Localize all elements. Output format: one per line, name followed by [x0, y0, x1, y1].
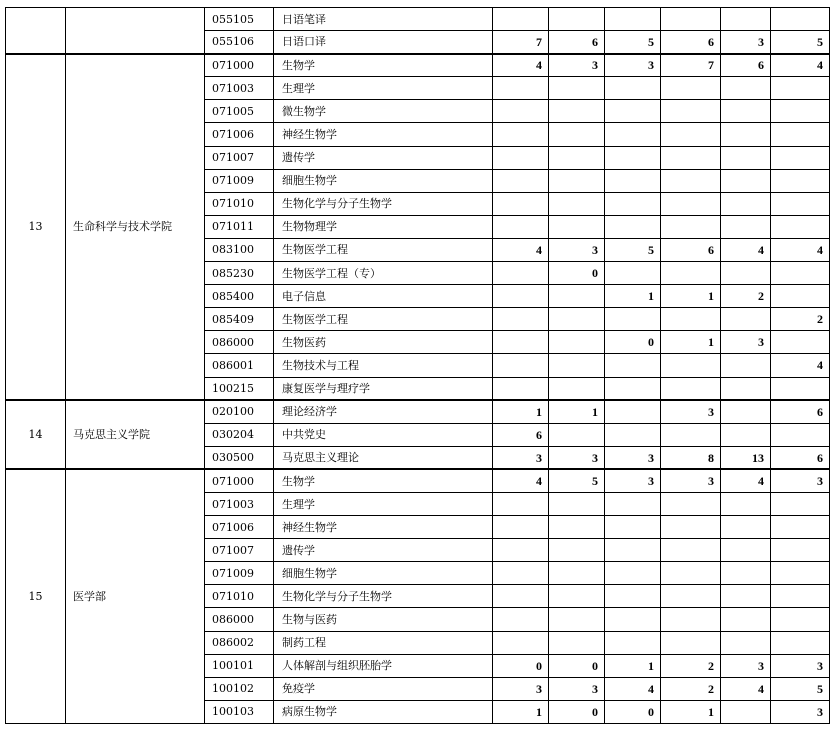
count-cell: 6	[661, 238, 721, 261]
count-cell	[661, 354, 721, 377]
major-code-cell: 085230	[205, 262, 274, 285]
count-cell	[661, 146, 721, 169]
count-cell	[493, 123, 549, 146]
count-cell	[721, 539, 771, 562]
major-name-cell: 日语口译	[274, 31, 493, 54]
count-cell	[661, 516, 721, 539]
count-cell	[605, 354, 661, 377]
major-name-cell: 神经生物学	[274, 516, 493, 539]
major-name-cell: 生物化学与分子生物学	[274, 585, 493, 608]
major-name-cell: 细胞生物学	[274, 562, 493, 585]
count-cell	[549, 123, 605, 146]
count-cell	[549, 192, 605, 215]
major-code-cell: 071010	[205, 192, 274, 215]
count-cell	[661, 100, 721, 123]
major-name-cell: 生理学	[274, 77, 493, 100]
major-code-cell: 085409	[205, 308, 274, 331]
major-code-cell: 030500	[205, 446, 274, 469]
count-cell: 2	[661, 654, 721, 677]
count-cell	[493, 377, 549, 400]
major-name-cell: 人体解剖与组织胚胎学	[274, 654, 493, 677]
count-cell	[493, 8, 549, 31]
count-cell	[771, 539, 830, 562]
table-row	[6, 400, 830, 423]
major-code-cell: 071011	[205, 215, 274, 238]
count-cell: 3	[721, 331, 771, 354]
count-cell	[605, 262, 661, 285]
count-cell	[605, 539, 661, 562]
major-name-cell: 遗传学	[274, 146, 493, 169]
count-cell	[721, 423, 771, 446]
count-cell: 4	[721, 677, 771, 700]
count-cell: 0	[605, 700, 661, 723]
major-name-cell: 病原生物学	[274, 700, 493, 723]
count-cell: 6	[493, 423, 549, 446]
major-code-cell: 071010	[205, 585, 274, 608]
count-cell	[721, 123, 771, 146]
count-cell	[493, 631, 549, 654]
count-cell	[661, 215, 721, 238]
count-cell	[771, 492, 830, 515]
count-cell: 3	[493, 677, 549, 700]
count-cell: 0	[605, 331, 661, 354]
major-code-cell: 071009	[205, 169, 274, 192]
count-cell	[605, 631, 661, 654]
count-cell: 7	[493, 31, 549, 54]
count-cell	[771, 169, 830, 192]
count-cell	[605, 77, 661, 100]
count-cell	[493, 77, 549, 100]
count-cell	[549, 77, 605, 100]
count-cell	[605, 608, 661, 631]
count-cell: 5	[605, 238, 661, 261]
count-cell	[661, 585, 721, 608]
count-cell	[721, 377, 771, 400]
count-cell	[771, 608, 830, 631]
count-cell	[605, 215, 661, 238]
count-cell	[721, 354, 771, 377]
major-name-cell: 遗传学	[274, 539, 493, 562]
count-cell	[605, 377, 661, 400]
count-cell	[493, 308, 549, 331]
count-cell	[721, 192, 771, 215]
major-code-cell: 086000	[205, 331, 274, 354]
count-cell: 6	[771, 446, 830, 469]
count-cell: 0	[493, 654, 549, 677]
count-cell: 3	[605, 446, 661, 469]
count-cell: 3	[771, 700, 830, 723]
count-cell: 3	[661, 469, 721, 492]
count-cell	[605, 308, 661, 331]
count-cell	[771, 77, 830, 100]
major-code-cell: 085400	[205, 285, 274, 308]
major-name-cell: 电子信息	[274, 285, 493, 308]
count-cell	[605, 585, 661, 608]
count-cell	[605, 169, 661, 192]
count-cell	[661, 169, 721, 192]
count-cell	[661, 631, 721, 654]
count-cell	[549, 423, 605, 446]
major-code-cell: 086000	[205, 608, 274, 631]
enrollment-table	[5, 7, 830, 724]
count-cell	[721, 169, 771, 192]
major-code-cell: 071000	[205, 54, 274, 77]
count-cell: 5	[771, 31, 830, 54]
count-cell: 1	[605, 285, 661, 308]
table-row	[6, 469, 830, 492]
count-cell	[721, 516, 771, 539]
count-cell	[549, 354, 605, 377]
major-name-cell: 神经生物学	[274, 123, 493, 146]
major-name-cell: 生物与医药	[274, 608, 493, 631]
count-cell: 3	[771, 654, 830, 677]
count-cell	[493, 215, 549, 238]
major-code-cell: 071006	[205, 516, 274, 539]
table-row	[6, 8, 830, 31]
major-code-cell: 055106	[205, 31, 274, 54]
major-code-cell: 071007	[205, 146, 274, 169]
major-name-cell: 生理学	[274, 492, 493, 515]
count-cell	[721, 631, 771, 654]
count-cell: 4	[493, 54, 549, 77]
major-code-cell: 100215	[205, 377, 274, 400]
count-cell	[661, 423, 721, 446]
count-cell: 2	[771, 308, 830, 331]
count-cell: 4	[721, 238, 771, 261]
count-cell	[771, 377, 830, 400]
major-name-cell: 生物学	[274, 469, 493, 492]
count-cell	[549, 215, 605, 238]
count-cell	[661, 77, 721, 100]
college-name-cell: 生命科学与技术学院	[66, 54, 205, 400]
count-cell: 3	[549, 54, 605, 77]
count-cell: 1	[661, 700, 721, 723]
table-row	[6, 54, 830, 77]
count-cell	[661, 539, 721, 562]
count-cell	[549, 169, 605, 192]
count-cell	[605, 562, 661, 585]
count-cell: 1	[493, 700, 549, 723]
count-cell: 4	[493, 469, 549, 492]
count-cell: 4	[771, 54, 830, 77]
major-name-cell: 生物化学与分子生物学	[274, 192, 493, 215]
count-cell	[721, 700, 771, 723]
major-name-cell: 生物医学工程（专）	[274, 262, 493, 285]
section-number-cell	[6, 8, 66, 54]
count-cell	[771, 423, 830, 446]
count-cell	[549, 100, 605, 123]
count-cell	[493, 608, 549, 631]
count-cell	[771, 192, 830, 215]
count-cell	[493, 492, 549, 515]
count-cell: 6	[549, 31, 605, 54]
major-name-cell: 生物学	[274, 54, 493, 77]
count-cell	[493, 169, 549, 192]
count-cell	[605, 400, 661, 423]
major-code-cell: 071005	[205, 100, 274, 123]
count-cell	[721, 262, 771, 285]
count-cell	[549, 585, 605, 608]
count-cell	[771, 100, 830, 123]
major-code-cell: 071000	[205, 469, 274, 492]
count-cell	[549, 539, 605, 562]
major-name-cell: 康复医学与理疗学	[274, 377, 493, 400]
count-cell: 3	[661, 400, 721, 423]
major-name-cell: 细胞生物学	[274, 169, 493, 192]
major-code-cell: 071007	[205, 539, 274, 562]
count-cell	[549, 631, 605, 654]
count-cell	[771, 146, 830, 169]
count-cell	[661, 262, 721, 285]
major-code-cell: 020100	[205, 400, 274, 423]
count-cell	[605, 423, 661, 446]
count-cell: 4	[605, 677, 661, 700]
count-cell	[721, 585, 771, 608]
count-cell	[721, 146, 771, 169]
count-cell	[549, 492, 605, 515]
count-cell: 1	[605, 654, 661, 677]
count-cell	[549, 308, 605, 331]
count-cell: 1	[661, 331, 721, 354]
college-name-cell: 医学部	[66, 469, 205, 723]
count-cell	[771, 123, 830, 146]
count-cell: 1	[549, 400, 605, 423]
count-cell: 4	[771, 238, 830, 261]
count-cell	[605, 123, 661, 146]
count-cell	[721, 400, 771, 423]
count-cell	[549, 562, 605, 585]
major-name-cell: 生物技术与工程	[274, 354, 493, 377]
count-cell: 3	[721, 31, 771, 54]
count-cell: 4	[493, 238, 549, 261]
count-cell	[549, 146, 605, 169]
count-cell: 0	[549, 700, 605, 723]
count-cell	[605, 8, 661, 31]
major-name-cell: 制药工程	[274, 631, 493, 654]
count-cell	[721, 308, 771, 331]
major-name-cell: 生物医学工程	[274, 238, 493, 261]
count-cell	[661, 8, 721, 31]
major-code-cell: 071003	[205, 77, 274, 100]
major-code-cell: 100103	[205, 700, 274, 723]
table-body	[6, 8, 830, 724]
count-cell	[605, 100, 661, 123]
count-cell	[493, 192, 549, 215]
count-cell: 6	[771, 400, 830, 423]
count-cell: 5	[771, 677, 830, 700]
count-cell: 3	[493, 446, 549, 469]
major-name-cell: 生物医学工程	[274, 308, 493, 331]
major-code-cell: 055105	[205, 8, 274, 31]
count-cell: 6	[661, 31, 721, 54]
major-code-cell: 100101	[205, 654, 274, 677]
major-code-cell: 086001	[205, 354, 274, 377]
count-cell	[493, 146, 549, 169]
major-name-cell: 中共党史	[274, 423, 493, 446]
count-cell	[605, 146, 661, 169]
count-cell: 3	[549, 238, 605, 261]
major-name-cell: 马克思主义理论	[274, 446, 493, 469]
count-cell	[721, 215, 771, 238]
count-cell	[661, 562, 721, 585]
count-cell	[605, 492, 661, 515]
section-number-cell: 13	[6, 54, 66, 400]
count-cell	[721, 100, 771, 123]
count-cell	[721, 8, 771, 31]
count-cell: 3	[771, 469, 830, 492]
count-cell	[493, 585, 549, 608]
major-code-cell: 083100	[205, 238, 274, 261]
major-code-cell: 071009	[205, 562, 274, 585]
count-cell	[771, 331, 830, 354]
count-cell: 5	[605, 31, 661, 54]
count-cell	[721, 562, 771, 585]
count-cell	[661, 492, 721, 515]
section-number-cell: 15	[6, 469, 66, 723]
major-code-cell: 071003	[205, 492, 274, 515]
count-cell: 13	[721, 446, 771, 469]
major-name-cell: 免疫学	[274, 677, 493, 700]
count-cell	[493, 100, 549, 123]
count-cell	[771, 285, 830, 308]
count-cell	[771, 585, 830, 608]
count-cell	[493, 539, 549, 562]
major-name-cell: 微生物学	[274, 100, 493, 123]
count-cell: 5	[549, 469, 605, 492]
count-cell	[493, 354, 549, 377]
count-cell: 0	[549, 654, 605, 677]
count-cell	[493, 516, 549, 539]
count-cell: 2	[661, 677, 721, 700]
count-cell: 3	[605, 54, 661, 77]
college-name-cell	[66, 8, 205, 54]
count-cell: 1	[661, 285, 721, 308]
major-code-cell: 071006	[205, 123, 274, 146]
count-cell	[771, 262, 830, 285]
count-cell: 3	[549, 446, 605, 469]
count-cell	[661, 308, 721, 331]
count-cell	[721, 77, 771, 100]
count-cell: 8	[661, 446, 721, 469]
major-name-cell: 生物医药	[274, 331, 493, 354]
major-name-cell: 理论经济学	[274, 400, 493, 423]
count-cell	[493, 285, 549, 308]
count-cell	[605, 192, 661, 215]
count-cell	[661, 377, 721, 400]
count-cell	[549, 8, 605, 31]
count-cell	[605, 516, 661, 539]
count-cell	[721, 492, 771, 515]
count-cell	[549, 331, 605, 354]
count-cell	[661, 192, 721, 215]
count-cell	[771, 631, 830, 654]
major-code-cell: 030204	[205, 423, 274, 446]
count-cell: 3	[549, 677, 605, 700]
section-number-cell: 14	[6, 400, 66, 469]
count-cell	[549, 608, 605, 631]
count-cell: 0	[549, 262, 605, 285]
count-cell: 4	[721, 469, 771, 492]
major-name-cell: 生物物理学	[274, 215, 493, 238]
count-cell	[721, 608, 771, 631]
count-cell: 4	[771, 354, 830, 377]
major-name-cell: 日语笔译	[274, 8, 493, 31]
count-cell: 2	[721, 285, 771, 308]
count-cell	[771, 215, 830, 238]
count-cell	[771, 516, 830, 539]
count-cell	[493, 262, 549, 285]
count-cell: 1	[493, 400, 549, 423]
count-cell: 6	[721, 54, 771, 77]
count-cell: 3	[605, 469, 661, 492]
count-cell	[771, 562, 830, 585]
count-cell	[493, 562, 549, 585]
count-cell: 3	[721, 654, 771, 677]
count-cell	[661, 608, 721, 631]
count-cell	[771, 8, 830, 31]
count-cell	[549, 377, 605, 400]
count-cell: 7	[661, 54, 721, 77]
major-code-cell: 100102	[205, 677, 274, 700]
count-cell	[661, 123, 721, 146]
count-cell	[549, 285, 605, 308]
college-name-cell: 马克思主义学院	[66, 400, 205, 469]
count-cell	[493, 331, 549, 354]
count-cell	[549, 516, 605, 539]
major-code-cell: 086002	[205, 631, 274, 654]
